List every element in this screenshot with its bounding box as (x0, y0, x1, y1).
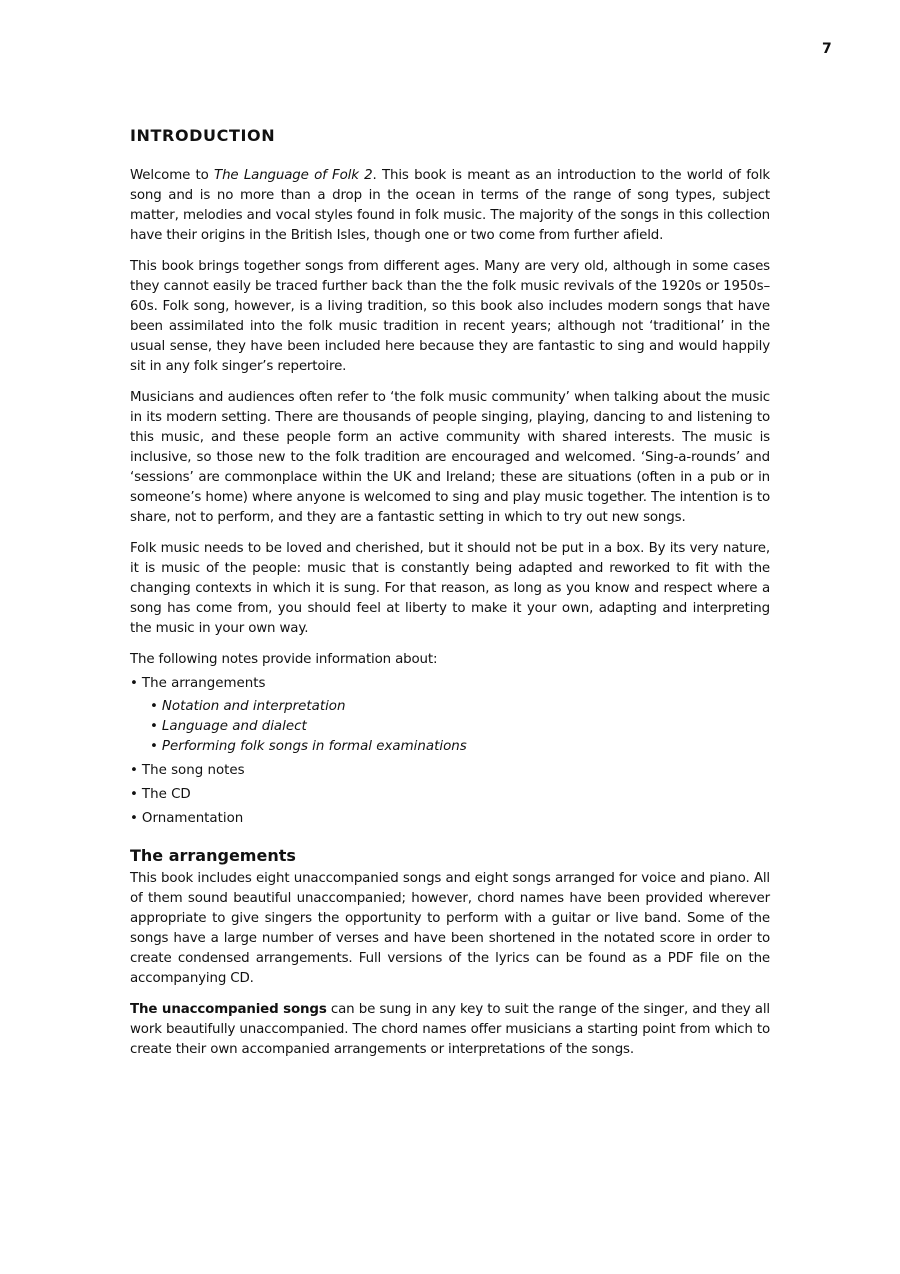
intro-p1-end: . This book is meant as an introduction to the world of folk song and is no more than a drop in the ocean in terms of the range of song types, subject matter, melodies and vocal styles found in folk music. The majority of the songs in this collection have their origins in the British Isles, though one or two come from further afield. (130, 168, 770, 243)
notes-intro: The following notes provide information about: (130, 652, 438, 667)
sub-list-item-label: Performing folk songs in formal examinations (161, 739, 467, 754)
intro-p1-start: Welcome to (130, 168, 215, 183)
sub-list-item-label: Notation and interpretation (161, 699, 346, 714)
page-content (130, 126, 770, 1071)
arrangements-heading: The arrangements (130, 846, 296, 865)
bullet: • (150, 719, 158, 734)
intro-paragraph-3: Musicians and audiences often refer to ‘the folk music community’ when talking about the music in its modern setting. There are thousands of people singing, playing, dancing to and listening to this music, and these people form an active community with shared interests. The music is inclusive, so those new to the folk tradition are encouraged and welcomed. ‘Sing-a-rounds’ and ‘sessions’ are commonplace within the UK and Ireland; these are situations (often in a pub or in someone’s home) where anyone is welcomed to sing and play music together. The intention is to share, not to perform, and they are a fantastic setting in which to try out new songs. (130, 390, 770, 525)
bullet: • (130, 787, 138, 802)
bullet: • (130, 676, 138, 691)
book-title: The Language of Folk 2 (214, 168, 373, 183)
arrangements-p2-rest: can be sung in any key to suit the range of the singer, and they all work beautifully unaccompanied. The chord names offer musicians a starting point from which to create their own accompanied arrangements or interpretations of the songs. (130, 1002, 770, 1057)
arrangements-paragraph-2 (130, 1000, 770, 1060)
sub-list (150, 697, 770, 757)
bullet: • (130, 763, 138, 778)
bullet: • (150, 699, 158, 714)
list-item-label: The arrangements (141, 676, 266, 691)
list-item-cd (130, 785, 770, 805)
arrangements-paragraph-1: This book includes eight unaccompanied songs and eight songs arranged for voice and piano. All of them sound beautiful unaccompanied; however, chord names have been provided wherever appropriate to give singers the opportunity to perform with a guitar or live band. Some of the songs have a large number of verses and have been shortened in the notated score in order to create condensed arrangements. Full versions of the lyrics can be found as a PDF file on the accompanying CD. (130, 871, 770, 986)
list-item-ornamentation (130, 809, 770, 829)
sub-list-item-label: Language and dialect (161, 719, 307, 734)
list-item-arrangements (130, 674, 770, 757)
intro-paragraph-2: This book brings together songs from different ages. Many are very old, although in some cases they cannot easily be traced further back than the the folk music revivals of the 1920s or 1950s–60s. Folk song, however, is a living tradition, so this book also includes modern songs that have been assimilated into the folk music tradition in recent years; although not ‘traditional’ in the usual sense, they have been included here because they are fantastic to sing and would happily sit in any folk singer’s repertoire. (130, 259, 770, 374)
list-item-song-notes (130, 761, 770, 781)
list-item-label: Ornamentation (141, 811, 244, 826)
sub-list-item (150, 737, 770, 757)
intro-paragraph-4: Folk music needs to be loved and cherished, but it should not be put in a box. By its very nature, it is music of the people: music that is constantly being adapted and reworked to fit with the changing contexts in which it is sung. For that reason, as long as you know and respect where a song has come from, you should feel at liberty to make it your own, adapting and interpreting the music in your own way. (130, 541, 770, 636)
list-item-label: The CD (141, 787, 191, 802)
intro-paragraph-1 (130, 166, 770, 246)
sub-list-item (150, 697, 770, 717)
unaccompanied-songs-lead: The unaccompanied songs (130, 1002, 327, 1017)
sub-list-item (150, 717, 770, 737)
topic-list (130, 674, 770, 829)
bullet: • (150, 739, 158, 754)
page-number: 7 (822, 41, 832, 57)
bullet: • (130, 811, 138, 826)
list-item-label: The song notes (141, 763, 245, 778)
introduction-heading: INTRODUCTION (130, 126, 276, 145)
